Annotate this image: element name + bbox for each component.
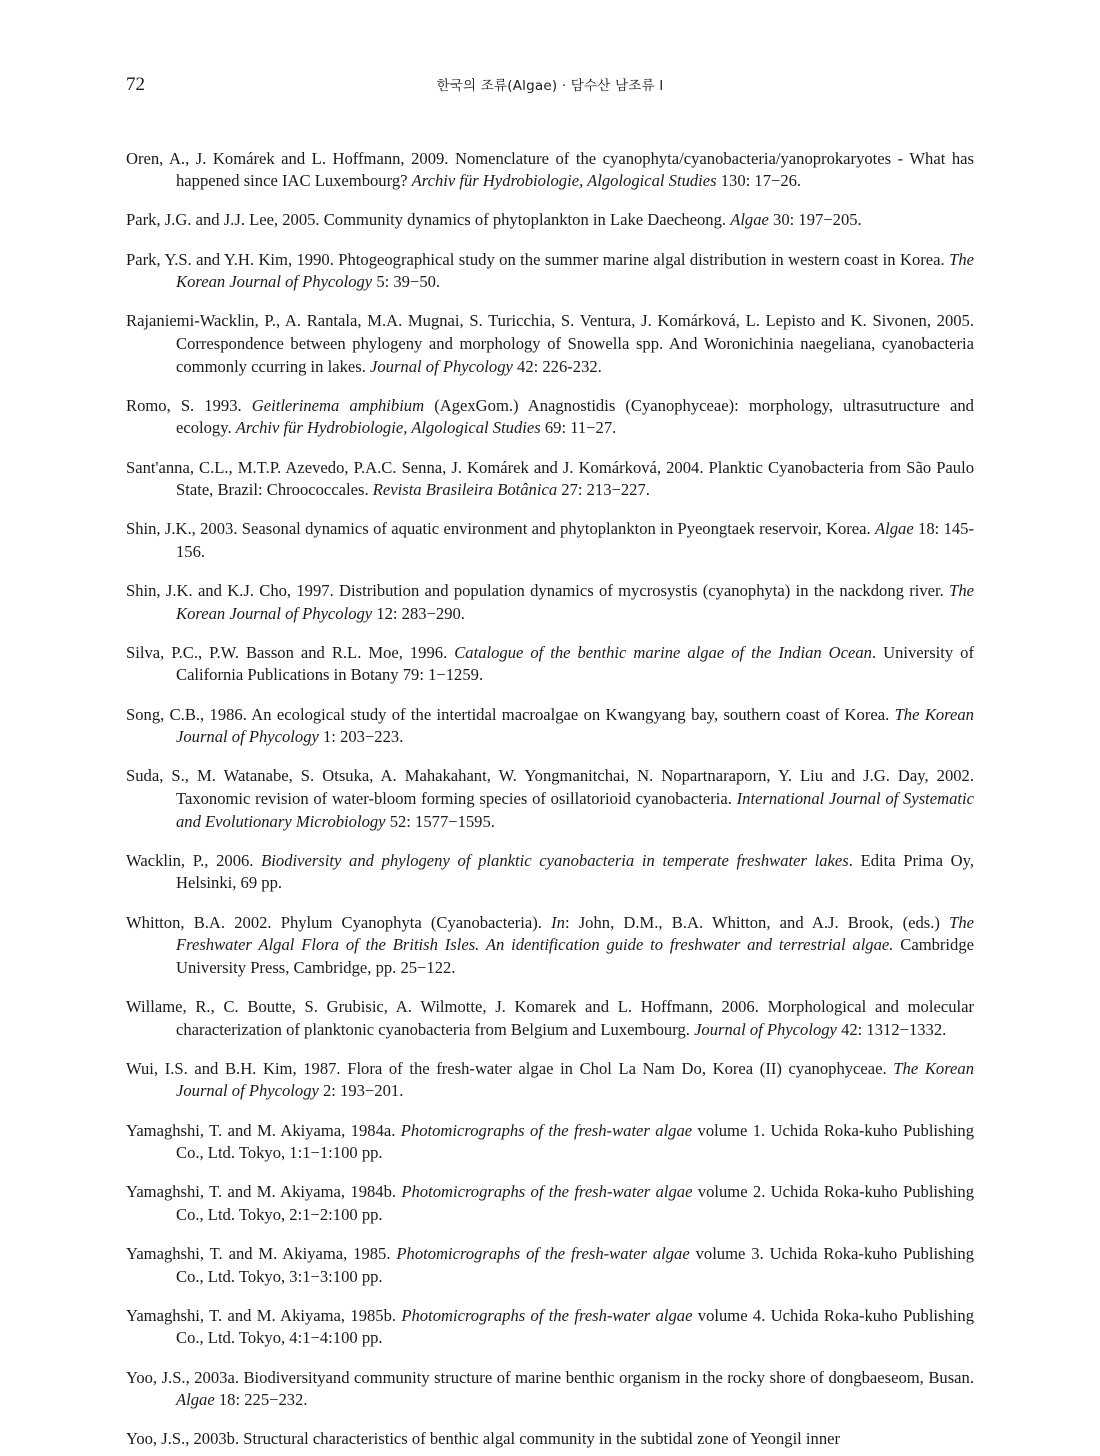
reference-entry xyxy=(126,249,974,294)
reference-text: Shin, J.K., 2003. Seasonal dynamics of aquatic environment and phytoplankton in Pyeongtaek reservoir, Korea. xyxy=(126,519,875,539)
reference-text: Park, Y.S. and Y.H. Kim, 1990. Phtogeographical study on the summer marine algal distribution in western coast in Korea. xyxy=(126,249,950,269)
reference-title: Biodiversity and phylogeny of planktic cyanobacteria in temperate freshwater lakes xyxy=(261,850,849,870)
reference-text: volume 4. Uchida Roka-kuho Publishing Co., Ltd. Tokyo, 4:1−4:100 pp. xyxy=(176,1305,975,1348)
reference-text: Song, C.B., 1986. An ecological study of the intertidal macroalgae on Kwangyang bay, southern coast of Korea. xyxy=(126,704,895,724)
reference-text: Whitton, B.A. 2002. Phylum Cyanophyta (Cyanobacteria). xyxy=(126,912,552,932)
reference-text: 18: 225−232. xyxy=(214,1390,308,1410)
reference-list xyxy=(126,131,974,1456)
reference-text: Yamaghshi, T. and M. Akiyama, 1985. xyxy=(126,1244,397,1264)
reference-entry xyxy=(126,1428,974,1451)
reference-text: Shin, J.K. and K.J. Cho, 1997. Distribution and population dynamics of mycrosystis (cyanophyta) in the nackdong river. xyxy=(126,581,950,601)
reference-title: Photomicrographs of the fresh-water algae xyxy=(401,1305,693,1325)
reference-title: Archiv für Hydrobiologie, Algological Studies xyxy=(411,171,717,191)
reference-text: volume 3. Uchida Roka-kuho Publishing Co., Ltd. Tokyo, 3:1−3:100 pp. xyxy=(176,1244,975,1286)
reference-entry xyxy=(126,457,974,502)
reference-text: volume 1. Uchida Roka-kuho Publishing Co., Ltd. Tokyo, 1:1−1:100 pp. xyxy=(176,1120,974,1163)
reference-text: 27: 213−227. xyxy=(557,480,650,500)
reference-text: Rajaniemi-Wacklin, P., A. Rantala, M.A. Mugnai, S. Turicchia, S. Ventura, J. Komárková, L. Lepisto and K. Sivonen, 2005. Correspondence between phylogeny and morphology of Snowella spp. And Woronichinia naegeliana, cyanobacteria commonly ccurring in lakes. xyxy=(126,311,974,376)
reference-title: The Korean Journal of Phycology xyxy=(176,249,974,292)
reference-text: Wui, I.S. and B.H. Kim, 1987. Flora of the fresh-water algae in Chol La Nam Do, Korea (II) cyanophyceae. xyxy=(126,1058,894,1078)
reference-text: Cambridge University Press, Cambridge, pp. 25−122. xyxy=(176,935,974,977)
reference-text: Yoo, J.S., 2003a. Biodiversityand community structure of marine benthic organism in the rocky shore of dongbaeseom, Busan. xyxy=(126,1367,974,1387)
reference-entry xyxy=(126,148,974,193)
reference-text: Suda, S., M. Watanabe, S. Otsuka, A. Mahakahant, W. Yongmanitchai, N. Nopartnaraporn, Y. Liu and J.G. Day, 2002. Taxonomic revision of water-bloom forming species of osillatorioid cyanobacteria. xyxy=(126,766,974,808)
reference-entry xyxy=(126,642,974,687)
reference-entry xyxy=(126,1181,974,1226)
reference-text: (AgexGom.) Anagnostidis (Cyanophyceae): morphology, ultrasutructure and ecology. xyxy=(176,395,974,438)
reference-text: 2: 193−201. xyxy=(318,1081,404,1101)
reference-entry xyxy=(126,1367,974,1412)
reference-text: 42: 1312−1332. xyxy=(836,1019,947,1039)
reference-entry xyxy=(126,209,974,232)
reference-text: Wacklin, P., 2006. xyxy=(126,850,262,870)
reference-entry xyxy=(126,1058,974,1103)
reference-title: International Journal of Systematic and Evolutionary Microbiology xyxy=(176,789,974,831)
running-header: 한국의 조류(Algae) · 담수산 남조류 I xyxy=(436,78,664,94)
reference-text: Sant'anna, C.L., M.T.P. Azevedo, P.A.C. Senna, J. Komárek and J. Komárková, 2004. Planktic Cyanobacteria from São Paulo State, Brazil: Chroococcales. xyxy=(126,457,974,500)
reference-text: : John, D.M., B.A. Whitton, and A.J. Brook, (eds.) xyxy=(564,912,950,932)
reference-title: Journal of Phycology xyxy=(370,356,513,376)
reference-title: Algae xyxy=(730,210,769,230)
reference-text: Park, J.G. and J.J. Lee, 2005. Community dynamics of phytoplankton in Lake Daecheong. xyxy=(126,210,731,230)
reference-entry xyxy=(126,1305,974,1350)
reference-title: Geitlerinema amphibium xyxy=(251,395,425,415)
reference-title: Photomicrographs of the fresh-water algae xyxy=(396,1244,690,1264)
reference-text: 42: 226-232. xyxy=(512,356,602,376)
page-number: 72 xyxy=(126,74,145,95)
reference-title: The Korean Journal of Phycology xyxy=(176,581,974,623)
reference-text: Willame, R., C. Boutte, S. Grubisic, A. Wilmotte, J. Komarek and L. Hoffmann, 2006. Morphological and molecular characterization of planktonic cyanobacteria from Belgium and Luxembourg. xyxy=(126,996,974,1039)
reference-title: Journal of Phycology xyxy=(694,1019,837,1039)
reference-title: Catalogue of the benthic marine algae of the Indian Ocean xyxy=(454,642,872,662)
reference-text: 5: 39−50. xyxy=(372,272,441,292)
reference-title: Algae xyxy=(874,519,914,539)
reference-title: The Korean Journal of Phycology xyxy=(176,704,974,747)
reference-text: Yamaghshi, T. and M. Akiyama, 1984a. xyxy=(126,1120,401,1140)
reference-text: 52: 1577−1595. xyxy=(385,811,495,831)
reference-entry xyxy=(126,518,974,563)
reference-text: 69: 11−27. xyxy=(540,418,617,438)
reference-text: Oren, A., J. Komárek and L. Hoffmann, 2009. Nomenclature of the cyanophyta/cyanobacteria/yanoprokaryotes - What has happened since IAC Luxembourg? xyxy=(126,148,974,191)
reference-text: 12: 283−290. xyxy=(372,603,465,623)
reference-text: 30: 197−205. xyxy=(768,210,862,230)
reference-entry xyxy=(126,912,974,980)
reference-entry xyxy=(126,704,974,749)
reference-title: The Korean Journal of Phycology xyxy=(176,1058,974,1101)
reference-text: Romo, S. 1993. xyxy=(126,395,252,415)
reference-title: Photomicrographs of the fresh-water algae xyxy=(400,1120,693,1140)
reference-title: Photomicrographs of the fresh-water algae xyxy=(401,1182,693,1202)
reference-title: Revista Brasileira Botânica xyxy=(372,480,558,500)
reference-entry xyxy=(126,395,974,440)
reference-entry xyxy=(126,310,974,378)
reference-entry xyxy=(126,1120,974,1165)
reference-title: Archiv für Hydrobiologie, Algological Studies xyxy=(235,418,541,438)
reference-entry xyxy=(126,580,974,625)
reference-text: volume 2. Uchida Roka-kuho Publishing Co., Ltd. Tokyo, 2:1−2:100 pp. xyxy=(176,1182,975,1224)
reference-entry xyxy=(126,996,974,1041)
reference-text: Silva, P.C., P.W. Basson and R.L. Moe, 1996. xyxy=(126,642,455,662)
reference-text: Yoo, J.S., 2003b. Structural characteristics of benthic algal community in the subtidal zone of Yeongil inner xyxy=(126,1429,841,1449)
reference-text: Yamaghshi, T. and M. Akiyama, 1984b. xyxy=(126,1182,402,1202)
reference-title: In xyxy=(551,912,565,932)
reference-title: The Freshwater Algal Flora of the British Isles. An identification guide to freshwater and terrestrial algae. xyxy=(176,912,974,955)
reference-text: 130: 17−26. xyxy=(716,171,802,191)
reference-entry xyxy=(126,765,974,833)
reference-entry xyxy=(126,850,974,895)
reference-text: 1: 203−223. xyxy=(318,727,404,747)
reference-text: . University of California Publications in Botany 79: 1−1259. xyxy=(176,642,974,685)
reference-text: . Edita Prima Oy, Helsinki, 69 pp. xyxy=(176,850,974,893)
reference-title: Algae xyxy=(176,1390,215,1410)
reference-text: 18: 145-156. xyxy=(176,519,974,561)
reference-entry xyxy=(126,1243,974,1288)
reference-text: Yamaghshi, T. and M. Akiyama, 1985b. xyxy=(126,1305,402,1325)
